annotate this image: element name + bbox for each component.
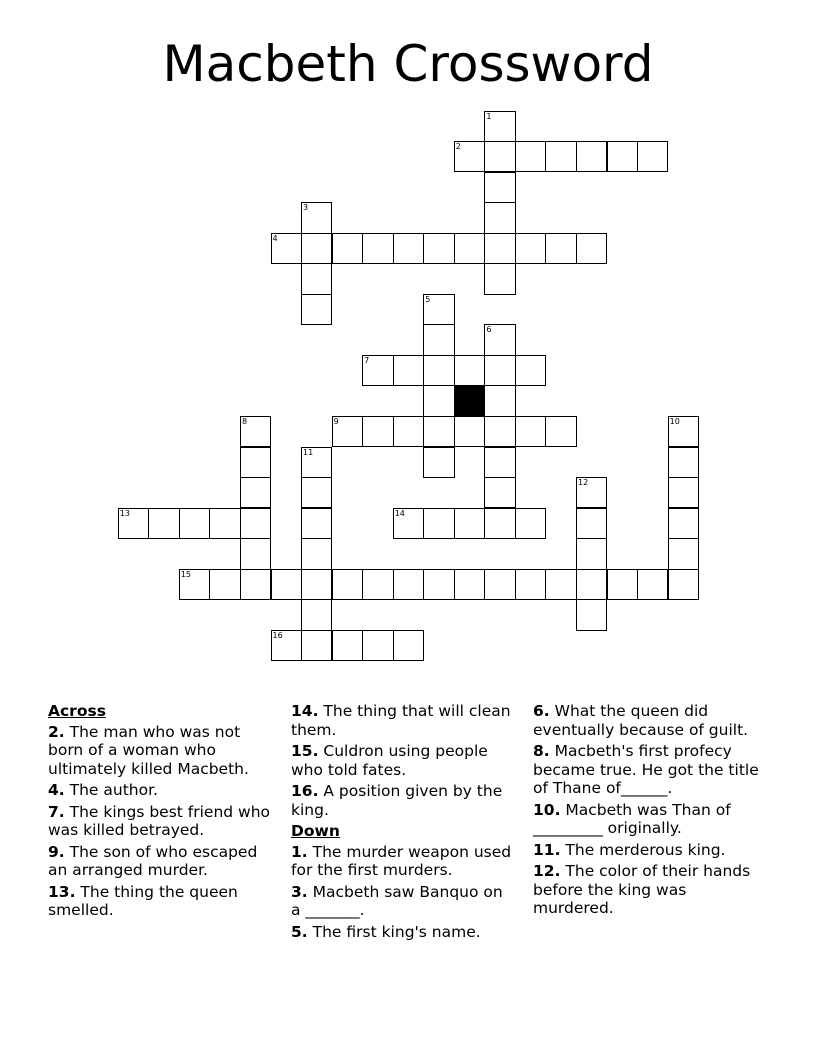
clue-down-12: 12. The color of their hands before the king was murdered. [533, 862, 751, 917]
crossword-cell[interactable] [454, 569, 485, 600]
crossword-cell[interactable] [301, 569, 332, 600]
clue-number-label: 11 [303, 447, 314, 457]
crossword-cell[interactable] [332, 630, 363, 661]
crossword-cell[interactable] [607, 569, 638, 600]
clue-number-label: 7 [364, 355, 370, 365]
clue-number-label: 10 [669, 417, 680, 426]
crossword-cell[interactable] [484, 447, 515, 478]
crossword-cell[interactable] [484, 416, 515, 447]
clues-column-1 [48, 702, 274, 923]
crossword-cell[interactable] [301, 508, 332, 539]
clue-across-13: 13. The thing the queen smelled. [48, 882, 238, 919]
crossword-cell[interactable] [637, 569, 668, 600]
crossword-cell[interactable] [332, 569, 363, 600]
clue-number-label: 5 [425, 294, 431, 304]
crossword-cell[interactable] [515, 416, 546, 447]
crossword-cell[interactable] [576, 599, 607, 630]
clue-down-8: 8. Macbeth's first profecy became true. He got the title of Thane of______. [533, 742, 759, 797]
crossword-cell[interactable] [332, 233, 363, 264]
clue-across-7: 7. The kings best friend who was killed betrayed. [48, 802, 271, 839]
crossword-cell[interactable] [209, 508, 240, 539]
crossword-cell[interactable] [148, 508, 179, 539]
crossword-cell[interactable] [240, 508, 271, 539]
clue-number-label: 3 [303, 203, 309, 213]
crossword-cell[interactable] [484, 508, 515, 539]
clue-down-3: 3. Macbeth saw Banquo on a _______. [291, 882, 503, 919]
crossword-cell[interactable] [301, 599, 332, 630]
crossword-cell[interactable] [484, 385, 515, 416]
crossword-cell[interactable] [393, 416, 424, 447]
crossword-cell[interactable] [484, 172, 515, 203]
crossword-cell[interactable] [393, 630, 424, 661]
crossword-cell[interactable] [423, 447, 454, 478]
clue-down-1: 1. The murder weapon used for the first murders. [291, 842, 512, 879]
crossword-cell[interactable] [668, 569, 699, 600]
clue-number-label: 2 [455, 142, 461, 152]
clue-number-label: 4 [272, 233, 278, 243]
crossword-cell[interactable] [545, 416, 576, 447]
crossword-cell[interactable] [423, 233, 454, 264]
crossword-cell[interactable] [454, 416, 485, 447]
crossword-cell[interactable] [209, 569, 240, 600]
crossword-cell[interactable] [393, 355, 424, 386]
clue-down-11: 11. The merderous king. [533, 840, 726, 859]
clue-number-label: 6 [486, 325, 492, 335]
clue-across-14: 14. The thing that will clean them. [291, 702, 511, 739]
crossword-cell[interactable] [423, 569, 454, 600]
clue-across-15: 15. Culdron using people who told fates. [291, 742, 488, 779]
crossword-cell[interactable] [362, 416, 393, 447]
crossword-cell[interactable] [668, 508, 699, 539]
clue-number-label: 12 [578, 478, 589, 488]
crossword-cell[interactable] [454, 508, 485, 539]
crossword-cell[interactable] [454, 233, 485, 264]
crossword-cell[interactable] [393, 233, 424, 264]
clue-number-label: 16 [272, 630, 283, 640]
clue-number-label: 13 [119, 508, 130, 518]
down-heading: Down [291, 822, 340, 840]
crossword-cell[interactable] [484, 233, 515, 264]
crossword-cell[interactable] [515, 569, 546, 600]
clue-down-6: 6. What the queen did eventually because of guilt. [533, 702, 749, 739]
crossword-cell[interactable] [179, 508, 210, 539]
clue-down-10: 10. Macbeth was Than of _________ originally. [533, 800, 731, 837]
crossword-cell[interactable] [301, 477, 332, 508]
crossword-cell[interactable] [301, 538, 332, 569]
crossword-cell[interactable] [576, 233, 607, 264]
crossword-cell[interactable] [545, 233, 576, 264]
clue-down-5: 5. The first king's name. [291, 922, 481, 941]
crossword-cell[interactable] [484, 202, 515, 233]
clue-across-4: 4. The author. [48, 781, 158, 799]
crossword-cell[interactable] [484, 569, 515, 600]
crossword-cell[interactable] [362, 630, 393, 661]
crossword-cell[interactable] [545, 569, 576, 600]
crossword-cell[interactable] [515, 508, 546, 539]
crossword-cell[interactable] [668, 447, 699, 478]
crossword-cell[interactable] [484, 141, 515, 172]
across-heading: Across [48, 702, 106, 720]
crossword-cell[interactable] [362, 233, 393, 264]
clue-number-label: 9 [333, 417, 339, 426]
crossword-cell[interactable] [454, 355, 485, 386]
crossword-cell[interactable] [301, 233, 332, 264]
crossword-cell[interactable] [240, 569, 271, 600]
crossword-cell[interactable] [576, 141, 607, 172]
crossword-cell[interactable] [607, 141, 638, 172]
crossword-cell[interactable] [423, 385, 454, 416]
clue-number-label: 1 [486, 111, 492, 121]
crossword-cell[interactable] [240, 538, 271, 569]
crossword-cell[interactable] [576, 538, 607, 569]
crossword-cell[interactable] [271, 569, 302, 600]
crossword-cell[interactable] [240, 477, 271, 508]
crossword-cell[interactable] [576, 569, 607, 600]
crossword-cell[interactable] [668, 477, 699, 508]
crossword-cell[interactable] [637, 141, 668, 172]
crossword-cell[interactable] [576, 508, 607, 539]
crossword-cell[interactable] [668, 538, 699, 569]
clue-number-label: 8 [241, 417, 248, 426]
crossword-cell[interactable] [301, 630, 332, 661]
page-title: Macbeth Crossword [162, 35, 654, 93]
crossword-cell[interactable] [545, 141, 576, 172]
clues-column-3 [533, 702, 759, 921]
crossword-cell[interactable] [423, 324, 454, 355]
clue-across-9: 9. The son of who escaped an arranged murder. [48, 842, 258, 879]
crossword-cell[interactable] [393, 569, 424, 600]
crossword-cell[interactable] [423, 416, 454, 447]
crossword-cell[interactable] [484, 355, 515, 386]
crossword-cell[interactable] [240, 447, 271, 478]
crossword-cell[interactable] [484, 477, 515, 508]
clue-number-label: 14 [394, 508, 405, 518]
clues-column-2 [291, 702, 517, 944]
crossword-cell[interactable] [515, 141, 546, 172]
crossword-black-cell [454, 385, 485, 416]
crossword-cell[interactable] [423, 355, 454, 386]
crossword-cell[interactable] [484, 263, 515, 294]
clue-across-16: 16. A position given by the king. [291, 782, 503, 819]
crossword-cell[interactable] [301, 294, 332, 325]
crossword-cell[interactable] [362, 569, 393, 600]
crossword-cell[interactable] [423, 508, 454, 539]
crossword-cell[interactable] [515, 355, 546, 386]
crossword-cell[interactable] [515, 233, 546, 264]
clue-across-2: 2. The man who was not born of a woman who ultimately killed Macbeth. [48, 722, 249, 778]
clue-number-label: 15 [180, 569, 192, 579]
crossword-cell[interactable] [301, 263, 332, 294]
